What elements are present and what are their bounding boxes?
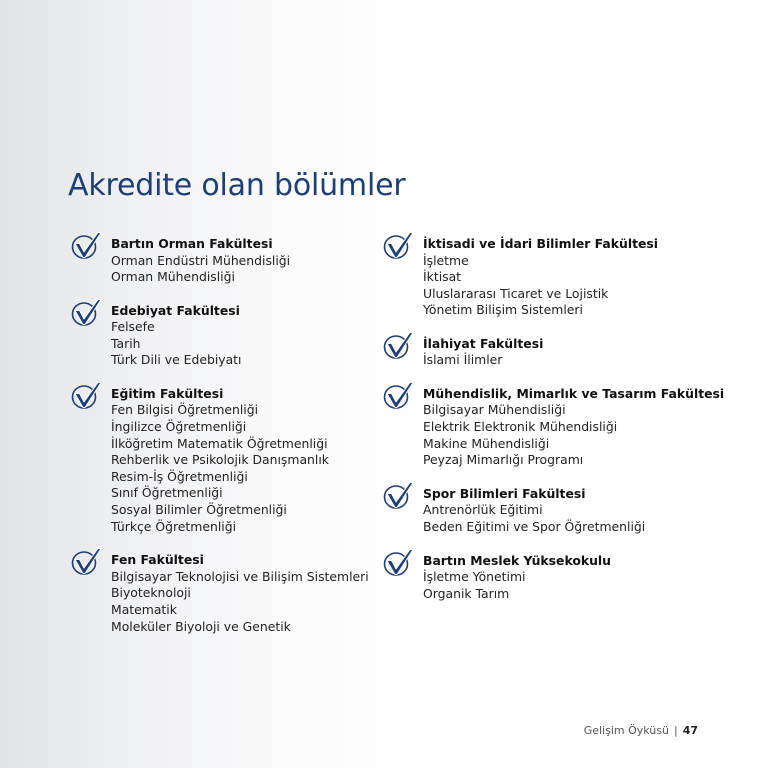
department-item: Sınıf Öğretmenliği: [111, 485, 223, 501]
faculty-block: [380, 386, 750, 469]
footer-separator: |: [673, 724, 678, 737]
checkmark-icon: [380, 479, 414, 513]
checkmark-icon: [380, 546, 414, 580]
checkmark-icon: [380, 379, 414, 413]
footer-section-title: Gelişim Öyküsü: [583, 724, 669, 737]
department-item: Felsefe: [111, 319, 155, 335]
checkmark-icon: [68, 296, 102, 330]
department-list: [111, 319, 368, 369]
department-item: Bilgisayar Mühendisliği: [423, 402, 566, 418]
department-item: Bilgisayar Teknolojisi ve Bilişim Sistemleri: [111, 568, 369, 584]
department-item: İlköğretim Matematik Öğretmenliği: [111, 435, 328, 451]
faculty-block: [380, 236, 750, 319]
faculty-block: [68, 236, 368, 286]
faculty-block: [68, 303, 368, 369]
department-item: İngilizce Öğretmenliği: [111, 419, 247, 435]
department-item: Antrenörlük Eğitimi: [423, 502, 543, 518]
department-item: Beden Eğitimi ve Spor Öğretmenliği: [423, 518, 646, 534]
department-item: Biyoteknoloji: [111, 585, 191, 601]
right-faculty-column: [380, 236, 750, 619]
department-list: [423, 502, 750, 535]
faculty-block: [380, 553, 750, 603]
faculty-name: Bartın Orman Fakültesi: [111, 236, 273, 251]
department-list: [423, 352, 750, 369]
department-item: Orman Mühendisliği: [111, 269, 235, 285]
department-item: Elektrik Elektronik Mühendisliği: [423, 419, 618, 435]
page-footer: [584, 724, 698, 737]
faculty-name: İktisadi ve İdari Bilimler Fakültesi: [423, 236, 659, 251]
faculty-block: [68, 386, 368, 535]
department-item: İslami İlimler: [423, 352, 503, 368]
faculty-name: Bartın Meslek Yüksekokulu: [423, 552, 611, 568]
faculty-block: [380, 486, 750, 536]
page-title: Akredite olan bölümler: [68, 168, 406, 203]
department-item: Fen Bilgisi Öğretmenliği: [111, 402, 259, 418]
department-list: [423, 402, 750, 468]
department-item: Uluslararası Ticaret ve Lojistik: [423, 285, 609, 301]
department-item: Resim-İş Öğretmenliği: [111, 468, 248, 484]
department-item: Sosyal Bilimler Öğretmenliği: [111, 502, 287, 518]
left-faculty-column: [68, 236, 368, 652]
checkmark-icon: [380, 329, 414, 363]
department-item: Moleküler Biyoloji ve Genetik: [111, 618, 291, 634]
department-list: [423, 253, 750, 319]
department-list: [111, 402, 368, 535]
faculty-name: Spor Bilimleri Fakültesi: [423, 485, 586, 501]
department-item: Matematik: [111, 601, 177, 617]
page-number: 47: [682, 724, 698, 737]
department-list: [423, 569, 750, 602]
department-item: İktisat: [423, 269, 462, 285]
department-item: Yönetim Bilişim Sistemleri: [423, 302, 583, 318]
faculty-block: [68, 552, 368, 635]
faculty-name: Fen Fakültesi: [111, 552, 204, 568]
checkmark-icon: [68, 379, 102, 413]
faculty-name: Mühendislik, Mimarlık ve Tasarım Fakültesi: [423, 385, 725, 401]
department-item: Türkçe Öğretmenliği: [111, 518, 237, 534]
department-item: Organik Tarım: [423, 585, 510, 601]
faculty-name: İlahiyat Fakültesi: [423, 335, 544, 351]
department-item: Tarih: [111, 335, 141, 351]
department-item: Peyzaj Mimarlığı Programı: [423, 452, 584, 468]
faculty-name: Edebiyat Fakültesi: [111, 302, 240, 318]
department-list: [111, 253, 368, 286]
checkmark-icon: [68, 545, 102, 579]
checkmark-icon: [68, 229, 102, 263]
department-item: Rehberlik ve Psikolojik Danışmanlık: [111, 452, 329, 468]
department-item: Makine Mühendisliği: [423, 435, 550, 451]
faculty-block: [380, 336, 750, 369]
department-list: [111, 569, 368, 635]
department-item: Orman Endüstri Mühendisliği: [111, 252, 291, 268]
checkmark-icon: [380, 229, 414, 263]
department-item: İşletme Yönetimi: [423, 569, 526, 585]
department-item: Türk Dili ve Edebiyatı: [111, 352, 242, 368]
faculty-name: Eğitim Fakültesi: [111, 385, 224, 401]
department-item: İşletme: [423, 252, 469, 268]
